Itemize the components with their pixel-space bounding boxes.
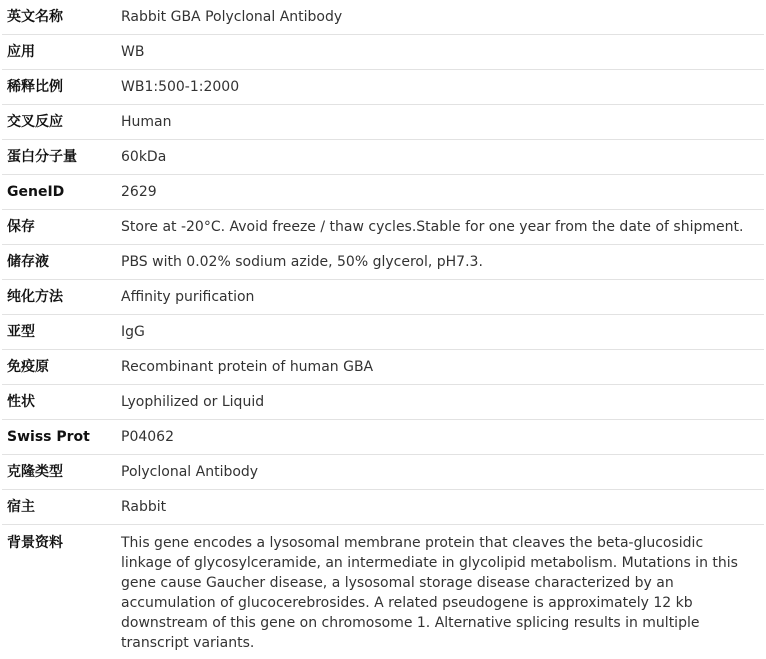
spec-value: WB1:500-1:2000 (119, 70, 764, 105)
spec-row-clonality (2, 455, 764, 490)
spec-value: PBS with 0.02% sodium azide, 50% glycerol, pH7.3. (119, 245, 764, 280)
spec-value: IgG (119, 315, 764, 350)
spec-value: Human (119, 105, 764, 140)
spec-row-cross-reactivity (2, 105, 764, 140)
spec-row-form (2, 385, 764, 420)
spec-key: 应用 (2, 35, 119, 70)
spec-value: Polyclonal Antibody (119, 455, 764, 490)
spec-row-isotype (2, 315, 764, 350)
spec-row-immunogen (2, 350, 764, 385)
spec-row-dilution (2, 70, 764, 105)
spec-value: 60kDa (119, 140, 764, 175)
spec-value: Rabbit (119, 490, 764, 525)
spec-row-host (2, 490, 764, 525)
spec-value: This gene encodes a lysosomal membrane protein that cleaves the beta-glucosidic linkage of glycosylceramide, an intermediate in glycolipid metabolism. Mutations in this gene cause Gaucher disease, a lysosomal storage disease characterized by an accumulation of glucocerebrosides. A related pseudogene is approximately 12 kb downstream of this gene on chromosome 1. Alternative splicing results in multiple transcript variants. (119, 525, 764, 659)
spec-key: 亚型 (2, 315, 119, 350)
spec-key: 稀释比例 (2, 70, 119, 105)
spec-row-molecular-weight (2, 140, 764, 175)
spec-key: 保存 (2, 210, 119, 245)
spec-row-english-name (2, 0, 764, 35)
spec-row-application (2, 35, 764, 70)
spec-value: P04062 (119, 420, 764, 455)
spec-row-storage-buffer (2, 245, 764, 280)
spec-key: 性状 (2, 385, 119, 420)
spec-value: Lyophilized or Liquid (119, 385, 764, 420)
spec-key: 免疫原 (2, 350, 119, 385)
product-spec-table (2, 0, 764, 659)
spec-row-background (2, 525, 764, 659)
spec-row-gene-id (2, 175, 764, 210)
spec-row-storage (2, 210, 764, 245)
spec-key: 交叉反应 (2, 105, 119, 140)
spec-value: Recombinant protein of human GBA (119, 350, 764, 385)
spec-row-swiss-prot (2, 420, 764, 455)
spec-value: 2629 (119, 175, 764, 210)
spec-row-purification (2, 280, 764, 315)
spec-key: GeneID (2, 175, 119, 210)
spec-key: 英文名称 (2, 0, 119, 35)
spec-value: Affinity purification (119, 280, 764, 315)
spec-key: 蛋白分子量 (2, 140, 119, 175)
spec-key: 宿主 (2, 490, 119, 525)
spec-key: 背景资料 (2, 525, 119, 659)
spec-value: Rabbit GBA Polyclonal Antibody (119, 0, 764, 35)
spec-value: WB (119, 35, 764, 70)
spec-key: 克隆类型 (2, 455, 119, 490)
spec-key: Swiss Prot (2, 420, 119, 455)
spec-key: 纯化方法 (2, 280, 119, 315)
spec-value: Store at -20°C. Avoid freeze / thaw cycles.Stable for one year from the date of shipment. (119, 210, 764, 245)
spec-key: 储存液 (2, 245, 119, 280)
